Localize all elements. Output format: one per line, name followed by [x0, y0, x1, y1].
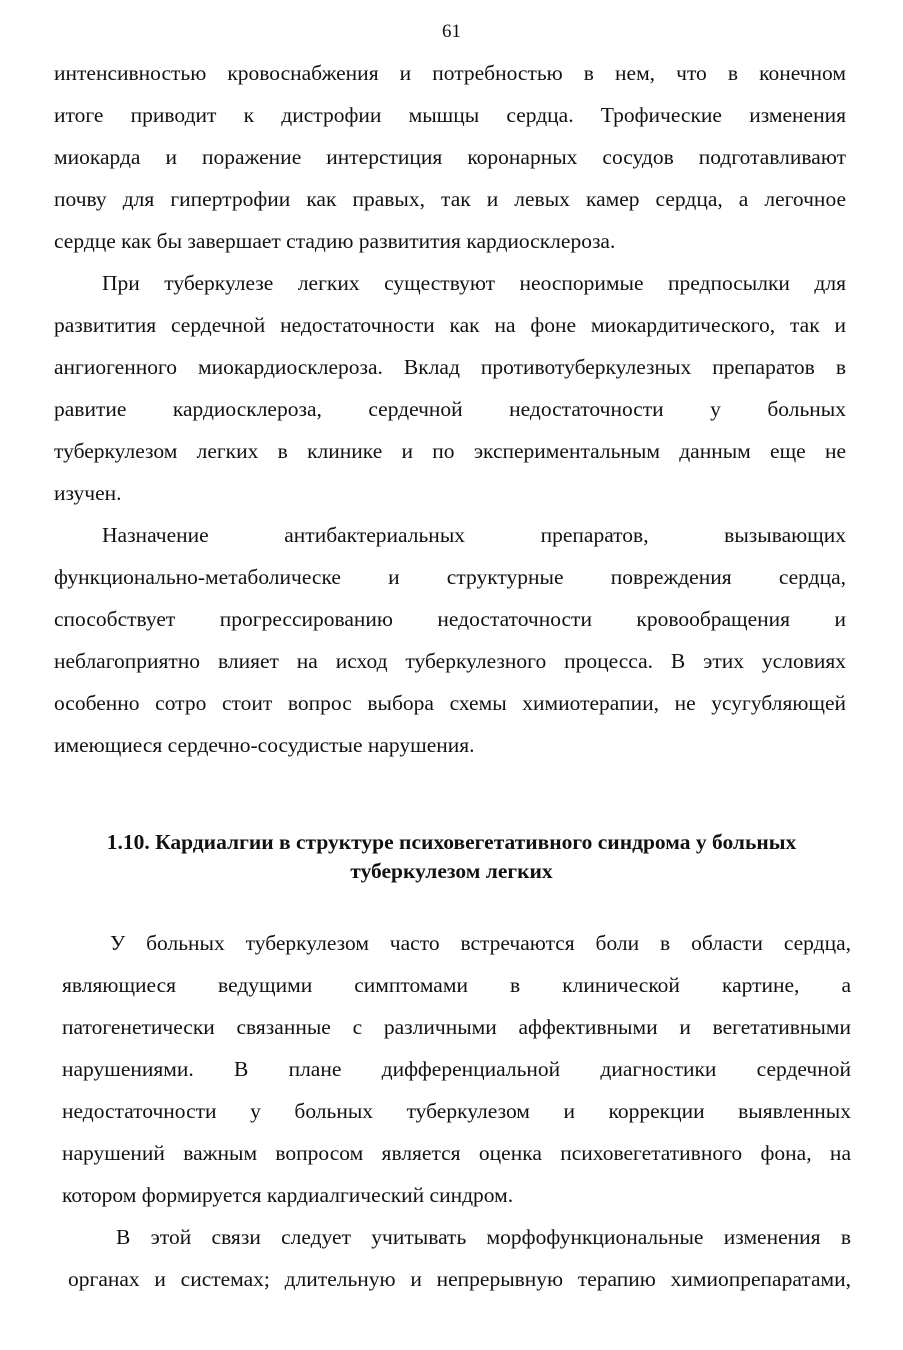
text-line: нарушениями. В плане дифференциальной диагностики сердечной	[62, 1057, 851, 1081]
text-line: развитития сердечной недостаточности как на фоне миокардитического, так и	[54, 313, 846, 337]
text-line: функционально-метаболическе и структурные повреждения сердца,	[54, 565, 846, 589]
text-line: неблагоприятно влияет на исход туберкулезного процесса. В этих условиях	[54, 649, 846, 673]
text-line: Назначение антибактериальных препаратов, вызывающих	[102, 523, 846, 547]
text-line: недостаточности у больных туберкулезом и коррекции выявленных	[62, 1099, 851, 1123]
text-line: являющиеся ведущими симптомами в клинической картине, а	[62, 973, 851, 997]
paragraph-3	[54, 514, 846, 766]
text-line: равитие кардиосклероза, сердечной недостаточности у больных	[54, 397, 846, 421]
paragraph-2	[54, 262, 846, 514]
paragraph-5	[68, 1216, 851, 1300]
text-line: нарушений важным вопросом является оценка психовегетативного фона, на	[62, 1141, 851, 1165]
text-line: котором формируется кардиалгический синдром.	[62, 1183, 514, 1207]
text-line: В этой связи следует учитывать морфофункциональные изменения в	[116, 1225, 851, 1249]
section-heading	[54, 828, 849, 886]
text-line: патогенетически связанные с различными аффективными и вегетативными	[62, 1015, 851, 1039]
heading-line: 1.10. Кардиалгии в структуре психовегетативного синдрома у больных	[106, 830, 797, 854]
text-line: способствует прогрессированию недостаточности кровообращения и	[54, 607, 846, 631]
paragraph-1	[54, 52, 846, 262]
text-line: итоге приводит к дистрофии мышцы сердца. Трофические изменения	[54, 103, 846, 127]
text-line: миокарда и поражение интерстиция коронарных сосудов подготавливают	[54, 145, 846, 169]
heading-line: туберкулезом легких	[350, 859, 553, 883]
text-line: При туберкулезе легких существуют неоспоримые предпосылки для	[102, 271, 846, 295]
page-number: 61	[442, 21, 461, 42]
text-line: сердце как бы завершает стадию развитития кардиосклероза.	[54, 229, 616, 253]
paragraph-4	[62, 922, 851, 1216]
text-line: интенсивностью кровоснабжения и потребностью в нем, что в конечном	[54, 61, 846, 85]
text-line: почву для гипертрофии как правых, так и левых камер сердца, а легочное	[54, 187, 846, 211]
text-line: туберкулезом легких в клинике и по экспериментальным данным еще не	[54, 439, 846, 463]
text-line: У больных туберкулезом часто встречаются боли в области сердца,	[110, 931, 851, 955]
text-line: ангиогенного миокардиосклероза. Вклад противотуберкулезных препаратов в	[54, 355, 846, 379]
text-line: особенно сотро стоит вопрос выбора схемы химиотерапии, не усугубляющей	[54, 691, 846, 715]
text-line: органах и системах; длительную и непрерывную терапию химиопрепаратами,	[68, 1267, 851, 1291]
text-line: имеющиеся сердечно-сосудистые нарушения.	[54, 733, 475, 757]
text-line: изучен.	[54, 481, 122, 505]
